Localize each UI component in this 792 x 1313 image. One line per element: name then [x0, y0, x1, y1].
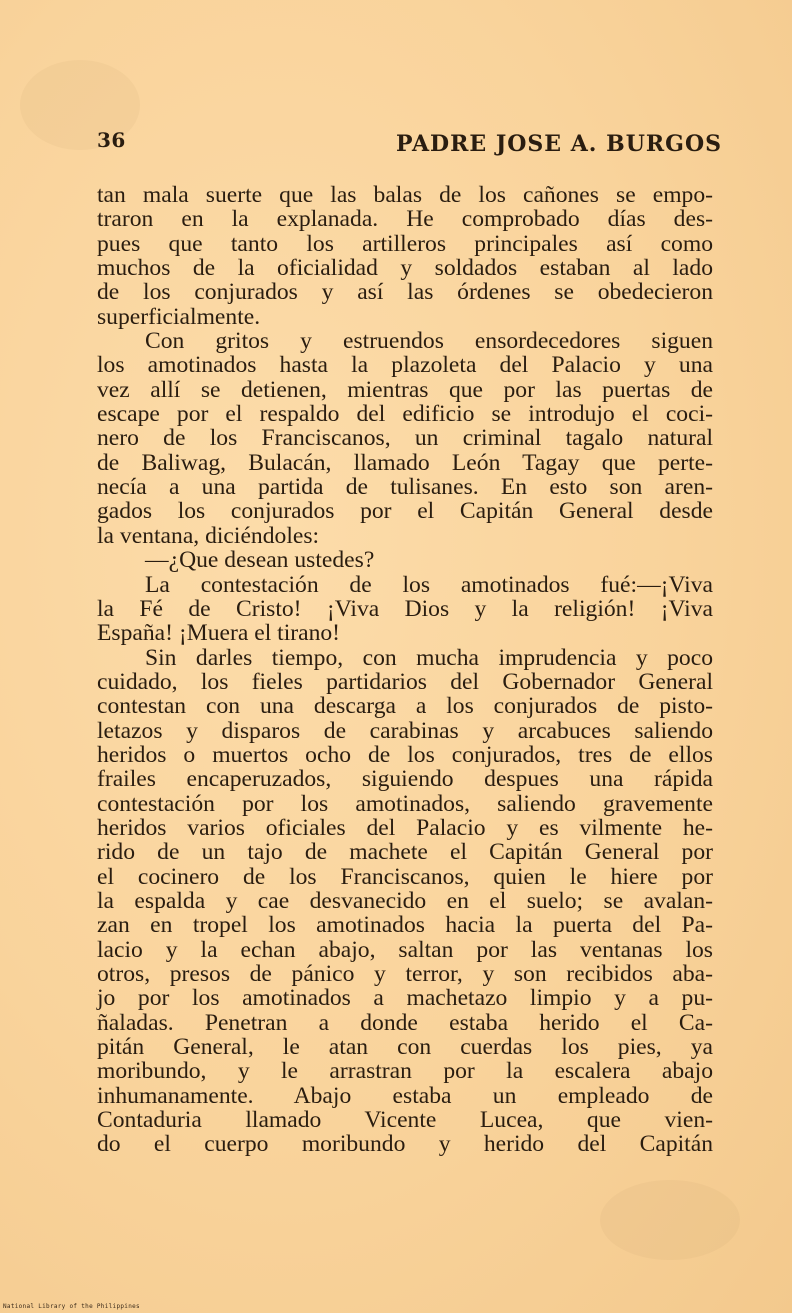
text-line: inhumanamente. Abajo estaba un empleado de [97, 1082, 713, 1109]
text-line: Contaduria llamado Vicente Lucea, que vien- [97, 1107, 713, 1134]
text-line: pues que tanto los artilleros principales así como [97, 230, 713, 257]
text-line: Sin darles tiempo, con mucha imprudencia y poco [145, 644, 713, 671]
text-line: contestan con una descarga a los conjurados de pisto- [97, 693, 713, 720]
text-line: otros, presos de pánico y terror, y son recibidos aba- [97, 961, 713, 987]
text-line: traron en la explanada. He comprobado días des- [97, 206, 713, 233]
text-line: —¿Que desean ustedes? [145, 547, 375, 574]
paper-stain [600, 1180, 740, 1260]
text-line: los amotinados hasta la plazoleta del Palacio y una [97, 352, 713, 379]
running-title: PADRE JOSE A. BURGOS [396, 131, 722, 157]
text-line: la Fé de Cristo! ¡Viva Dios y la religión! ¡Viva [97, 595, 713, 622]
text-line: pitán General, le atan con cuerdas los pies, ya [97, 1034, 713, 1061]
text-line: la ventana, diciéndoles: [97, 522, 320, 549]
text-line: escape por el respaldo del edificio se introdujo el coci- [97, 401, 713, 428]
text-line: necía a una partida de tulisanes. En esto son aren- [97, 474, 713, 501]
body-text [97, 183, 713, 1157]
text-line: vez allí se detienen, mientras que por las puertas de [97, 376, 713, 403]
page-number: 36 [97, 128, 126, 152]
library-credit: National Library of the Philippines [3, 1303, 140, 1310]
text-line: la espalda y cae desvanecido en el suelo; se avalan- [97, 887, 713, 914]
text-line: do el cuerpo moribundo y herido del Capitán [97, 1131, 713, 1158]
text-line: de Baliwag, Bulacán, llamado León Tagay que perte- [97, 449, 713, 476]
text-line: moribundo, y le arrastran por la escalera abajo [97, 1058, 713, 1085]
text-line: ñaladas. Penetran a donde estaba herido el Ca- [97, 1009, 713, 1036]
text-line: tan mala suerte que las balas de los cañones se empo- [97, 182, 713, 208]
text-line: de los conjurados y así las órdenes se obedecieron [97, 279, 713, 306]
text-line: superficialmente. [97, 303, 261, 330]
text-line: contestación por los amotinados, saliendo gravemente [97, 790, 713, 817]
text-line: letazos y disparos de carabinas y arcabuces saliendo [97, 717, 713, 744]
text-line: heridos o muertos ocho de los conjurados, tres de ellos [97, 741, 713, 768]
text-line: rido de un tajo de machete el Capitán General por [97, 839, 713, 866]
text-line: lacio y la echan abajo, saltan por las ventanas los [97, 936, 713, 963]
text-line: heridos varios oficiales del Palacio y es vilmente he- [97, 814, 713, 841]
text-line: el cocinero de los Franciscanos, quien le hiere por [97, 863, 713, 890]
text-line: muchos de la oficialidad y soldados estaban al lado [97, 255, 713, 282]
running-head [97, 128, 722, 162]
text-line: cuidado, los fieles partidarios del Gobernador General [97, 668, 713, 695]
text-line: jo por los amotinados a machetazo limpio y a pu- [97, 985, 713, 1012]
text-line: frailes encaperuzados, siguiendo despues una rápida [97, 766, 713, 793]
text-line: nero de los Franciscanos, un criminal tagalo natural [97, 425, 713, 452]
text-line: zan en tropel los amotinados hacia la puerta del Pa- [97, 912, 713, 939]
text-line: Con gritos y estruendos ensordecedores siguen [145, 328, 713, 355]
text-line: gados los conjurados por el Capitán General desde [97, 498, 713, 525]
text-line: La contestación de los amotinados fué:—¡Viva [145, 571, 713, 598]
text-line: España! ¡Muera el tirano! [97, 620, 341, 647]
